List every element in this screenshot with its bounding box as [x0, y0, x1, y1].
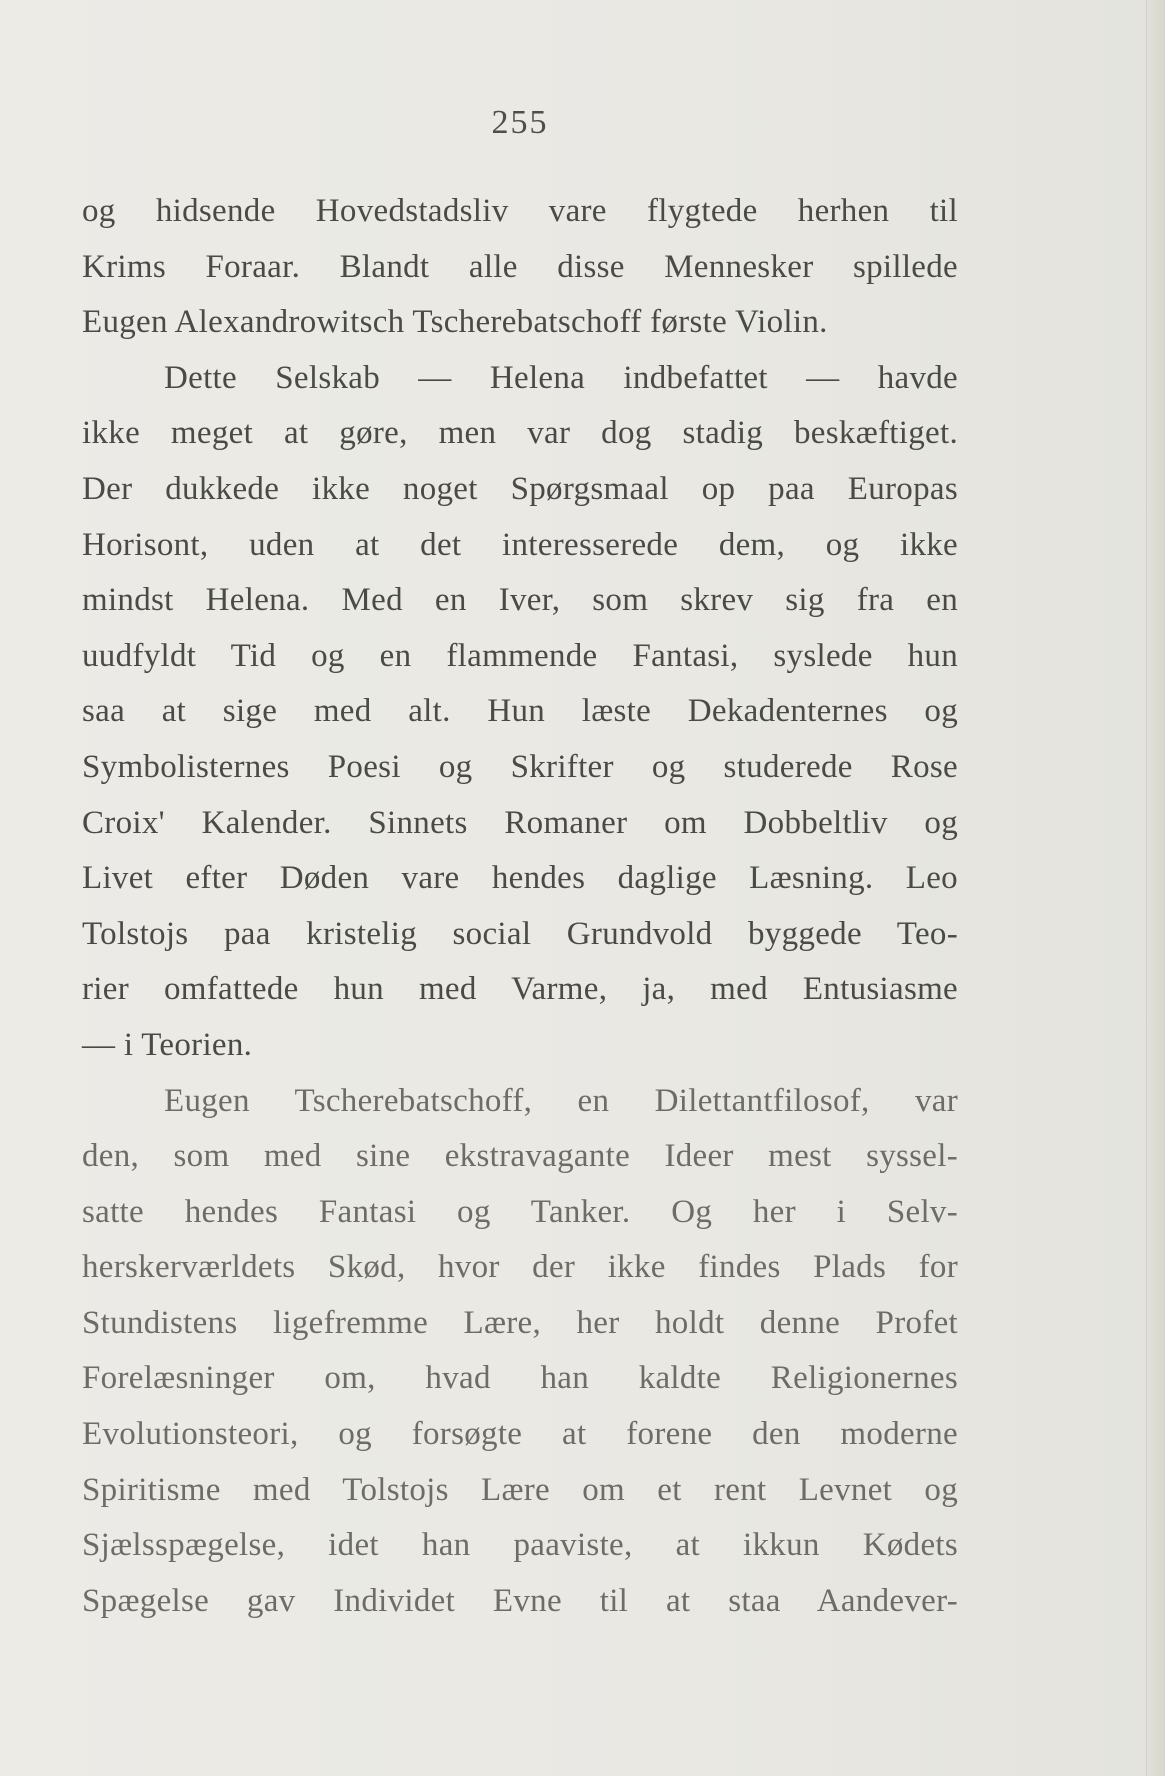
text-line: Eugen Alexandrowitsch Tscherebatschoff første Violin. — [82, 304, 828, 341]
text-line: Croix' Kalender. Sinnets Romaner om Dobbeltliv og — [82, 804, 958, 841]
text-line: Horisont, uden at det interesserede dem, og ikke — [82, 526, 958, 563]
text-line: ikke meget at gøre, men var dog stadig beskæftiget. — [82, 415, 958, 452]
text-line: Spiritisme med Tolstojs Lære om et rent Levnet og — [82, 1471, 958, 1508]
text-line: satte hendes Fantasi og Tanker. Og her i Selv- — [82, 1193, 958, 1230]
text-line: og hidsende Hovedstadsliv vare flygtede herhen til — [82, 193, 958, 229]
text-line: Evolutionsteori, og forsøgte at forene den moderne — [82, 1416, 958, 1453]
text-line: Der dukkede ikke noget Spørgsmaal op paa Europas — [82, 470, 958, 507]
text-line: Forelæsninger om, hvad han kaldte Religionernes — [82, 1360, 958, 1397]
text-line: Livet efter Døden vare hendes daglige Læsning. Leo — [82, 860, 958, 897]
text-line: uudfyldt Tid og en flammende Fantasi, syslede hun — [82, 637, 958, 674]
text-line: Tolstojs paa kristelig social Grundvold byggede Teo- — [82, 915, 958, 952]
text-line: Eugen Tscherebatschoff, en Dilettantfilosof, var — [164, 1082, 958, 1119]
page-edge — [1146, 0, 1165, 1776]
text-line: — i Teorien. — [82, 1026, 253, 1063]
text-line: Stundistens ligefremme Lære, her holdt denne Profet — [82, 1304, 958, 1341]
page-number: 255 — [491, 104, 549, 141]
text-line: Symbolisternes Poesi og Skrifter og studerede Rose — [82, 748, 958, 785]
text-line: Krims Foraar. Blandt alle disse Mennesker spillede — [82, 248, 958, 285]
text-line: mindst Helena. Med en Iver, som skrev sig fra en — [82, 582, 958, 619]
text-line: herskerværldets Skød, hvor der ikke findes Plads for — [82, 1249, 958, 1286]
text-line: den, som med sine ekstravagante Ideer mest syssel- — [82, 1138, 958, 1175]
text-line: Dette Selskab — Helena indbefattet — havde — [164, 359, 958, 396]
text-line: Spægelse gav Individet Evne til at staa Aandever- — [82, 1582, 958, 1619]
body-text — [82, 184, 958, 1629]
text-line: rier omfattede hun med Varme, ja, med Entusiasme — [82, 971, 958, 1008]
text-line: saa at sige med alt. Hun læste Dekadenternes og — [82, 693, 958, 730]
text-line: Sjælsspægelse, idet han paaviste, at ikkun Kødets — [82, 1527, 958, 1564]
